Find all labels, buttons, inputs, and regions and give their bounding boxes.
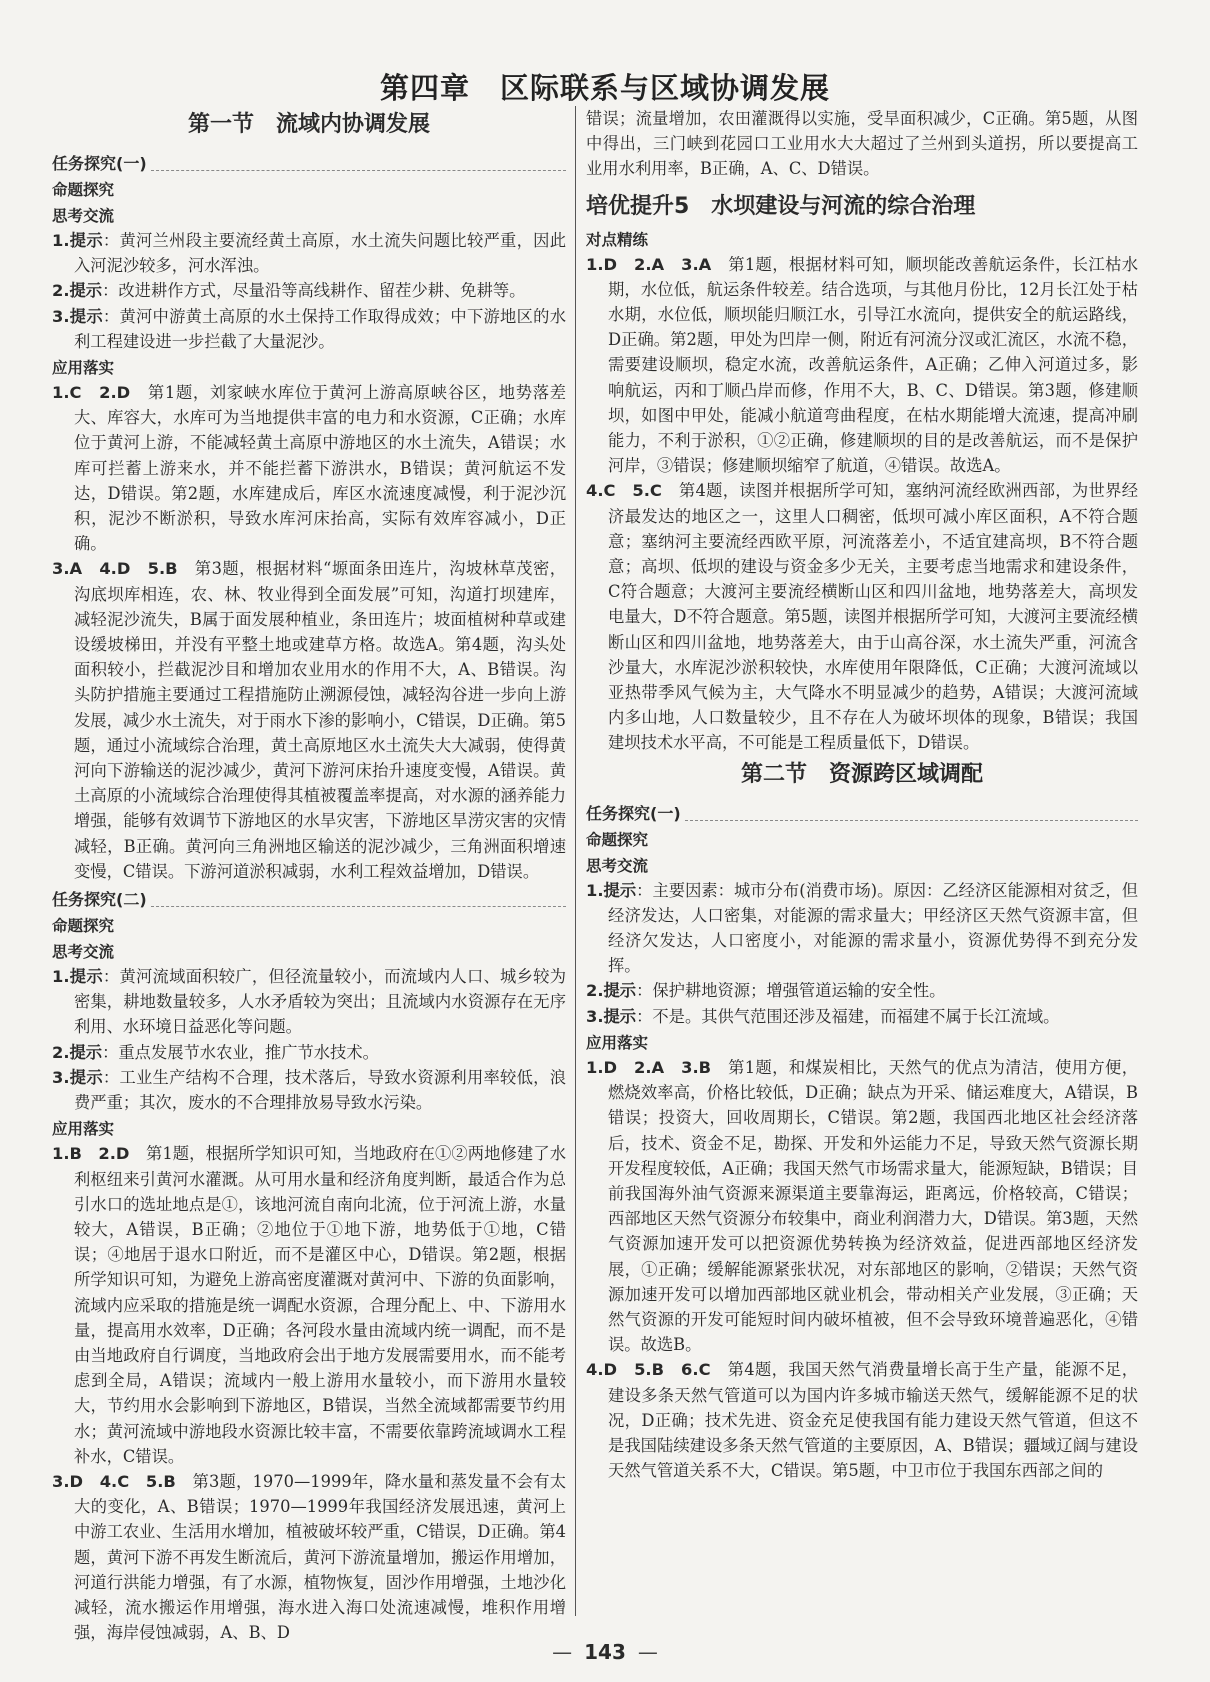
page-number: — 143 — xyxy=(552,1640,658,1664)
continued-text: 错误；流量增加，农田灌溉得以实施，受旱面积减少，C正确。第5题，从图中得出，三门峡到花园口工业用水大大超过了兰州到头道拐，所以要提高工业用水利用率，B正确，A、C、D错误。 xyxy=(586,109,1138,179)
subheading-yingyong: 应用落实 xyxy=(586,1033,649,1052)
dashed-rule xyxy=(151,170,566,171)
dashed-rule xyxy=(151,906,566,907)
right-column xyxy=(586,106,1138,1483)
question-item: 1.提示：黄河流域面积较广，但径流量较小，而流域内人口、城乡较为密集，耕地数量较多，人水矛盾较为突出；且流域内水资源存在无序利用、水环境日益恶化等问题。 xyxy=(52,967,566,1037)
question-item: 2.提示：重点发展节水农业，推广节水技术。 xyxy=(52,1042,379,1062)
subheading-mingti: 命题探究 xyxy=(52,917,115,936)
subheading-duidian: 对点精练 xyxy=(586,230,649,249)
peiyou-title: 培优提升5 水坝建设与河流的综合治理 xyxy=(586,193,976,219)
answer-item: 3.A 4.D 5.B 第3题，根据材料“塬面条田连片，沟坡林草茂密，沟底坝库相连，农、林、牧业得到全面发展”可知，沟道打坝建库，减轻泥沙流失，B属于面发展种植业，条田连片；坡面植树种草或建设缓坡梯田，并没有平整土地或建草方格。故选A。第4题，沟头处面积较小，拦截泥沙目和增加农业用水的作用不大，A、B错误。沟头防护措施主要通过工程措施防止溯源侵蚀，减轻沟谷进一步向上游发展，减少水土流失，对于雨水下渗的影响小，C错误，D正确。第5题，通过小流域综合治理，黄土高原地区水土流失大大减弱，使得黄河向下游输送的泥沙减少，黄河下游河床抬升速度变慢，A错误。黄土高原的小流域综合治理使得其植被覆盖率提高，对水源的涵养能力增强，能够有效调节下游地区的水旱灾害，下游地区旱涝灾害的灾情减轻，B正确。黄河向三角洲地区输送的泥沙减少，三角洲面积增速变慢，C错误。下游河道淤积减弱，水利工程效益增加，D错误。 xyxy=(52,559,566,881)
answer-item: 1.B 2.D 第1题，根据所学知识可知，当地政府在①②两地修建了水利枢纽来引黄河水灌溉。从可用水量和经济角度判断，最适合作为总引水口的选址地点是①，该地河流自南向北流，位于河流上游，水量较大，A错误，B正确；②地位于①地下游，地势低于①地，C错误；④地居于退水口附近，而不是灌区中心，D错误。第2题，根据所学知识可知，为避免上游高密度灌溉对黄河中、下游的负面影响，流域内应采取的措施是统一调配水资源，合理分配上、中、下游用水量，提高用水效率，D正确；各河段水量由流域内统一调配，而不是由当地政府自行调度，当地政府会出于地方发展需要用水，而不能考虑到全局，A错误；流域内一般上游用水量较小，而下游用水量较大，节约用水会影响到下游地区，B错误，当然全流域都需要节约用水；黄河流域中游地段水资源比较丰富，不需要依靠跨流域调水工程补水，C错误。 xyxy=(52,1144,566,1466)
question-item: 3.提示：工业生产结构不合理，技术落后，导致水资源利用率较低，浪费严重；其次，废水的不合理排放易导致水污染。 xyxy=(52,1067,566,1113)
column-divider xyxy=(575,106,576,1616)
section1-title: 第一节 流域内协调发展 xyxy=(187,112,430,137)
task-heading: 任务探究(二) xyxy=(52,888,566,912)
question-item: 1.提示：黄河兰州段主要流经黄土高原，水土流失问题比较严重，因此入河泥沙较多，河水浑浊。 xyxy=(52,231,566,276)
task-heading: 任务探究(一) xyxy=(586,802,1138,826)
chapter-title: 第四章 区际联系与区域协调发展 xyxy=(379,71,830,105)
answer-item: 1.D 2.A 3.A 第1题，根据材料可知，顺坝能改善航运条件，长江枯水期，水位低，航运条件较差。结合选项，与其他月份比，12月长江处于枯水期，水位低，顺坝能归顺江水，引导江水流向，提供安全的航运路线，D正确。第2题，甲处为凹岸一侧，附近有河流分汊或汇流区，水流不稳，需要建设顺坝，稳定水流，改善航运条件，A正确；乙伸入河道过多，影响航运，丙和丁顺凸岸而修，作用不大，B、C、D错误。第3题，修建顺坝，如图中甲处，能减小航道弯曲程度，在枯水期能增大流速，提高冲刷能力，不利于淤积，①②正确，修建顺坝的目的是改善航运，而不是保护河岸，③错误；修建顺坝缩窄了航道，④错误。故选A。 xyxy=(586,254,1138,476)
subheading-yingyong: 应用落实 xyxy=(52,1120,115,1139)
question-item: 2.提示：改进耕作方式，尽量沿等高线耕作、留茬少耕、免耕等。 xyxy=(52,281,526,301)
question-item: 2.提示：保护耕地资源；增强管道运输的安全性。 xyxy=(586,981,946,1001)
dashed-rule xyxy=(685,820,1138,821)
answer-item: 3.D 4.C 5.B 第3题，1970—1999年，降水量和蒸发量不会有太大的变化，A、B错误；1970—1999年我国经济发展迅速，黄河上中游工农业、生活用水增加，植被破坏较严重，C错误，D正确。第4题，黄河下游不再发生断流后，黄河下游流量增加，搬运作用增加，河道行洪能力增强，有了水源，植物恢复，固沙作用增强，土地沙化减轻，流水搬运作用增强，海水进入海口处流速减慢，堆积作用增强，海岸侵蚀减弱，A、B、D xyxy=(52,1471,566,1643)
subheading-sikao: 思考交流 xyxy=(52,207,115,225)
section2-title: 第二节 资源跨区域调配 xyxy=(740,761,983,787)
question-item: 3.提示：黄河中游黄土高原的水土保持工作取得成效；中下游地区的水利工程建设进一步拦截了大量泥沙。 xyxy=(52,306,566,351)
question-item: 1.提示：主要因素：城市分布(消费市场)。原因：乙经济区能源相对贫乏，但经济发达，人口密集，对能源的需求量大；甲经济区天然气资源丰富，但经济欠发达，人口密度小，对能源的需求量小，资源优势得不到充分发挥。 xyxy=(586,880,1138,976)
subheading-yingyong: 应用落实 xyxy=(52,359,115,378)
task-heading: 任务探究(一) xyxy=(52,152,566,176)
answer-item: 1.D 2.A 3.B 第1题，和煤炭相比，天然气的优点为清洁，使用方便，燃烧效率高，价格比较低，D正确；缺点为开采、储运难度大，A错误，B错误；投资大，回收周期长，C错误。第2题，我国西北地区社会经济落后，技术、资金不足，勘探、开发和外运能力不足，导致天然气资源长期开发程度较低，A正确；我国天然气市场需求量大，能源短缺，B错误；目前我国海外油气资源来源渠道主要靠海运，距离远，价格较高，C错误；西部地区天然气资源分布较集中，商业利润潜力大，D错误。第3题，天然气资源加速开发可以把资源优势转换为经济效益，促进西部地区经济发展，①正确；缓解能源紧张状况，对东部地区的影响，②错误；天然气资源加速开发可以增加西部地区就业机会，带动相关产业发展，③正确；天然气资源的开发可能短时间内破坏植被，但不会导致环境普遍恶化，④错误。故选B。 xyxy=(586,1057,1138,1355)
subheading-sikao: 思考交流 xyxy=(52,943,115,962)
subheading-mingti: 命题探究 xyxy=(586,830,649,849)
answer-item: 4.C 5.C 第4题，读图并根据所学可知，塞纳河流经欧洲西部，为世界经济最发达的地区之一，这里人口稠密，低坝可减小库区面积，A不符合题意；塞纳河主要流经西欧平原，河流落差小，不适宜建高坝，B不符合题意；高坝、低坝的建设与资金多少无关，主要考虑当地需求和建设条件，C符合题意；大渡河主要流经横断山区和四川盆地，地势落差大，高坝发电量大，D不符合题意。第5题，读图并根据所学可知，大渡河主要流经横断山区和四川盆地，地势落差大，由于山高谷深，水土流失严重，河流含沙量大，水库泥沙淤积较快，水库使用年限降低，C正确；大渡河流域以亚热带季风气候为主，大气降水不明显减少的趋势，A错误；大渡河流域内多山地，人口数量较少，且不存在人为破坏坝体的现象，B错误；我国建坝技术水平高，不可能是工程质量低下，D错误。 xyxy=(586,481,1138,753)
left-column xyxy=(52,106,566,1645)
subheading-mingti: 命题探究 xyxy=(52,181,115,199)
answer-item: 4.D 5.B 6.C 第4题，我国天然气消费量增长高于生产量，能源不足，建设多条天然气管道可以为国内许多城市输送天然气，缓解能源不足的状况，D正确；技术先进、资金充足使我国有能力建设天然气管道，但这不是我国陆续建设多条天然气管道的主要原因，A、B错误；疆域辽阔与建设天然气管道关系不大，C错误。第5题，中卫市位于我国东西部之间的 xyxy=(586,1360,1138,1481)
subheading-sikao: 思考交流 xyxy=(586,856,649,875)
answer-item: 1.C 2.D 第1题，刘家峡水库位于黄河上游高原峡谷区，地势落差大、库容大，水库可为当地提供丰富的电力和水资源，C正确；水库位于黄河上游，不能减轻黄土高原中游地区的水土流失，A错误；水库可拦蓄上游来水，并不能拦蓄下游洪水，B错误；黄河航运不发达，D错误。第2题，水库建成后，库区水流速度减慢，利于泥沙沉积，泥沙不断淤积，导致水库河床抬高，实际有效库容减小，D正确。 xyxy=(52,383,566,554)
question-item: 3.提示：不是。其供气范围还涉及福建，而福建不属于长江流域。 xyxy=(586,1006,1060,1026)
